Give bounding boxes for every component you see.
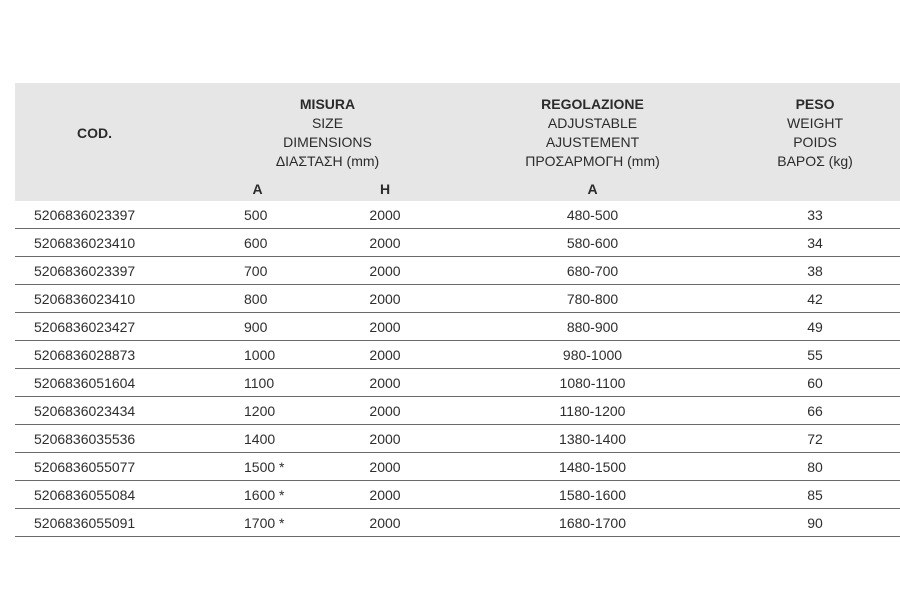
code-cell: 5206836055091	[15, 509, 200, 537]
adjustable-cell: 1380-1400	[455, 425, 730, 453]
peso-fr: POIDS	[793, 134, 837, 150]
size-a-cell: 1100	[200, 369, 315, 397]
misura-header	[200, 83, 455, 179]
table-row	[15, 369, 900, 397]
regolazione-en: ADJUSTABLE	[547, 115, 638, 131]
code-header: COD.	[15, 83, 200, 179]
weight-cell: 49	[730, 313, 900, 341]
code-cell: 5206836051604	[15, 369, 200, 397]
code-cell: 5206836023410	[15, 285, 200, 313]
table-row	[15, 285, 900, 313]
size-a-cell: 800	[200, 285, 315, 313]
table-row	[15, 509, 900, 537]
adjustable-cell: 480-500	[455, 201, 730, 229]
adjustable-cell: 1480-1500	[455, 453, 730, 481]
weight-cell: 38	[730, 257, 900, 285]
adjustable-cell: 1180-1200	[455, 397, 730, 425]
size-h-cell: 2000	[315, 369, 455, 397]
weight-cell: 66	[730, 397, 900, 425]
size-h-cell: 2000	[315, 509, 455, 537]
regolazione-gr: ΠΡΟΣΑΡΜΟΓΗ (mm)	[525, 153, 660, 169]
weight-cell: 42	[730, 285, 900, 313]
size-h-cell: 2000	[315, 201, 455, 229]
adjustable-cell: 680-700	[455, 257, 730, 285]
weight-cell: 90	[730, 509, 900, 537]
size-h-cell: 2000	[315, 229, 455, 257]
table-row	[15, 257, 900, 285]
misura-fr: DIMENSIONS	[283, 134, 372, 150]
adjustable-cell: 980-1000	[455, 341, 730, 369]
regolazione-header	[455, 83, 730, 179]
adjustable-cell: 1680-1700	[455, 509, 730, 537]
size-a-cell: 1700 *	[200, 509, 315, 537]
table-row	[15, 453, 900, 481]
size-a-cell: 1200	[200, 397, 315, 425]
misura-en: SIZE	[311, 115, 344, 131]
sub-header-adj-a: A	[455, 179, 730, 201]
weight-cell: 60	[730, 369, 900, 397]
weight-cell: 55	[730, 341, 900, 369]
table-row	[15, 201, 900, 229]
adjustable-cell: 780-800	[455, 285, 730, 313]
code-cell: 5206836023397	[15, 201, 200, 229]
code-cell: 5206836055077	[15, 453, 200, 481]
weight-cell: 33	[730, 201, 900, 229]
size-h-cell: 2000	[315, 481, 455, 509]
adjustable-cell: 1580-1600	[455, 481, 730, 509]
size-h-cell: 2000	[315, 341, 455, 369]
adjustable-cell: 580-600	[455, 229, 730, 257]
code-cell: 5206836055084	[15, 481, 200, 509]
size-a-cell: 1400	[200, 425, 315, 453]
size-a-cell: 1000	[200, 341, 315, 369]
code-cell: 5206836023434	[15, 397, 200, 425]
size-h-cell: 2000	[315, 285, 455, 313]
code-cell: 5206836023397	[15, 257, 200, 285]
adjustable-cell: 880-900	[455, 313, 730, 341]
table-header	[15, 83, 900, 201]
misura-title: MISURA	[299, 96, 356, 112]
sub-header-h: H	[315, 179, 455, 201]
misura-gr: ΔΙΑΣΤΑΣΗ (mm)	[275, 153, 380, 169]
size-h-cell: 2000	[315, 453, 455, 481]
size-h-cell: 2000	[315, 313, 455, 341]
code-cell: 5206836023427	[15, 313, 200, 341]
weight-cell: 85	[730, 481, 900, 509]
weight-cell: 72	[730, 425, 900, 453]
size-a-cell: 900	[200, 313, 315, 341]
header-row-main	[15, 83, 900, 179]
size-a-cell: 600	[200, 229, 315, 257]
size-a-cell: 1600 *	[200, 481, 315, 509]
adjustable-cell: 1080-1100	[455, 369, 730, 397]
table-row	[15, 229, 900, 257]
size-h-cell: 2000	[315, 257, 455, 285]
peso-gr: ΒΑΡΟΣ (kg)	[777, 153, 853, 169]
peso-header	[730, 83, 900, 179]
regolazione-title: REGOLAZIONE	[541, 96, 644, 112]
weight-cell: 80	[730, 453, 900, 481]
table-row	[15, 425, 900, 453]
peso-title: PESO	[795, 96, 835, 112]
size-h-cell: 2000	[315, 397, 455, 425]
table-row	[15, 481, 900, 509]
peso-en: WEIGHT	[787, 115, 844, 131]
spec-table-container	[15, 83, 900, 537]
code-cell: 5206836035536	[15, 425, 200, 453]
sub-header-empty	[15, 179, 200, 201]
size-h-cell: 2000	[315, 425, 455, 453]
spec-table	[15, 83, 900, 537]
code-cell: 5206836028873	[15, 341, 200, 369]
regolazione-fr: AJUSTEMENT	[545, 134, 640, 150]
size-a-cell: 500	[200, 201, 315, 229]
table-row	[15, 313, 900, 341]
size-a-cell: 700	[200, 257, 315, 285]
sub-header-peso-empty	[730, 179, 900, 201]
table-row	[15, 397, 900, 425]
size-a-cell: 1500 *	[200, 453, 315, 481]
table-body	[15, 201, 900, 537]
code-cell: 5206836023410	[15, 229, 200, 257]
sub-header-a: A	[200, 179, 315, 201]
table-row	[15, 341, 900, 369]
header-row-sub	[15, 179, 900, 201]
weight-cell: 34	[730, 229, 900, 257]
